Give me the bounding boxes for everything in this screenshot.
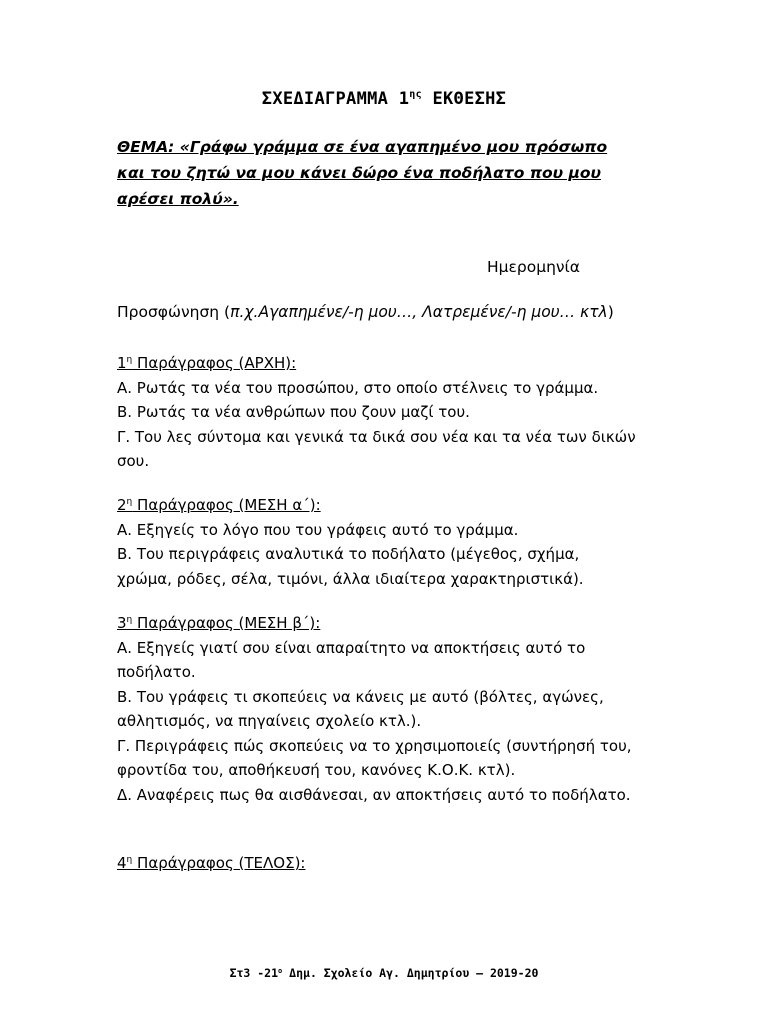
salutation-close: ) bbox=[607, 303, 614, 321]
section-heading bbox=[117, 614, 320, 632]
section-heading-text: Παράγραφος (ΑΡΧΗ): bbox=[132, 354, 297, 372]
section-superscript: η bbox=[126, 497, 133, 507]
footer-text-end: Δημ. Σχολείο Αγ. Δημητρίου – 2019-20 bbox=[282, 966, 539, 980]
title-text-end: ΕΚΘΕΣΗΣ bbox=[421, 89, 507, 109]
section-number: 2 bbox=[117, 496, 127, 514]
section-superscript: η bbox=[126, 615, 133, 625]
paragraph-section-3 bbox=[117, 608, 637, 807]
section-heading-text: Παράγραφος (ΜΕΣΗ β΄): bbox=[132, 614, 321, 632]
paragraph-section-4 bbox=[117, 848, 637, 876]
paragraph-section-1 bbox=[117, 348, 637, 474]
title-superscript: ης bbox=[409, 89, 422, 100]
section-superscript: η bbox=[126, 355, 133, 365]
section-number: 1 bbox=[117, 354, 127, 372]
date-label: Ημερομηνία bbox=[487, 258, 581, 276]
list-item: Δ. Αναφέρεις πως θα αισθάνεσαι, αν αποκτήσεις αυτό το ποδήλατο. bbox=[117, 785, 631, 804]
section-number: 4 bbox=[117, 854, 127, 872]
salutation-label: Προσφώνηση ( bbox=[117, 303, 231, 321]
footer-text: Στ3 -21 bbox=[229, 966, 279, 980]
list-item: Β. Ρωτάς τα νέα ανθρώπων που ζουν μαζί του. bbox=[117, 403, 470, 421]
section-heading-text: Παράγραφος (ΤΕΛΟΣ): bbox=[132, 854, 306, 872]
list-item: Β. Του γράφεις τι σκοπεύεις να κάνεις με αυτό (βόλτες, αγώνες, αθλητισμός, να πηγαίνεις σχολείο κτλ.). bbox=[117, 687, 604, 730]
list-item: Α. Εξηγείς το λόγο που του γράφεις αυτό το γράμμα. bbox=[117, 520, 519, 539]
section-heading bbox=[117, 496, 321, 514]
section-heading-text: Παράγραφος (ΜΕΣΗ α΄): bbox=[132, 496, 321, 514]
footer-superscript: ο bbox=[278, 967, 283, 975]
section-superscript: η bbox=[126, 855, 133, 865]
section-number: 3 bbox=[117, 614, 127, 632]
salutation-line bbox=[117, 303, 614, 321]
list-item: Γ. Περιγράφεις πώς σκοπεύεις να το χρησιμοποιείς (συντήρησή του, φροντίδα του, αποθήκευσή του, κανόνες Κ.Ο.Κ. κτλ). bbox=[117, 736, 632, 779]
essay-theme: ΘΕΜΑ: «Γράφω γράμμα σε ένα αγαπημένο μου πρόσωπο και του ζητώ να μου κάνει δώρο ένα ποδήλατο που μου αρέσει πολύ». bbox=[117, 138, 608, 208]
section-heading bbox=[117, 354, 296, 372]
document-title bbox=[0, 89, 768, 109]
page-footer bbox=[0, 966, 768, 980]
paragraph-section-2 bbox=[117, 490, 637, 591]
list-item: Α. Εξηγείς γιατί σου είναι απαραίτητο να αποκτήσεις αυτό το ποδήλατο. bbox=[117, 638, 586, 681]
salutation-example: π.χ.Αγαπημένε/-η μου…, Λατρεμένε/-η μου… κτλ bbox=[230, 303, 608, 321]
list-item: Γ. Του λες σύντομα και γενικά τα δικά σου νέα και τα νέα των δικών σου. bbox=[117, 427, 636, 470]
title-text: ΣΧΕΔΙΑΓΡΑΜΜΑ 1 bbox=[261, 89, 410, 109]
list-item: Α. Ρωτάς τα νέα του προσώπου, στο οποίο στέλνεις το γράμμα. bbox=[117, 378, 599, 397]
list-item: Β. Του περιγράφεις αναλυτικά το ποδήλατο (μέγεθος, σχήμα, χρώμα, ρόδες, σέλα, τιμόνι, άλλα ιδιαίτερα χαρακτηριστικά). bbox=[117, 545, 584, 588]
section-heading bbox=[117, 854, 305, 872]
